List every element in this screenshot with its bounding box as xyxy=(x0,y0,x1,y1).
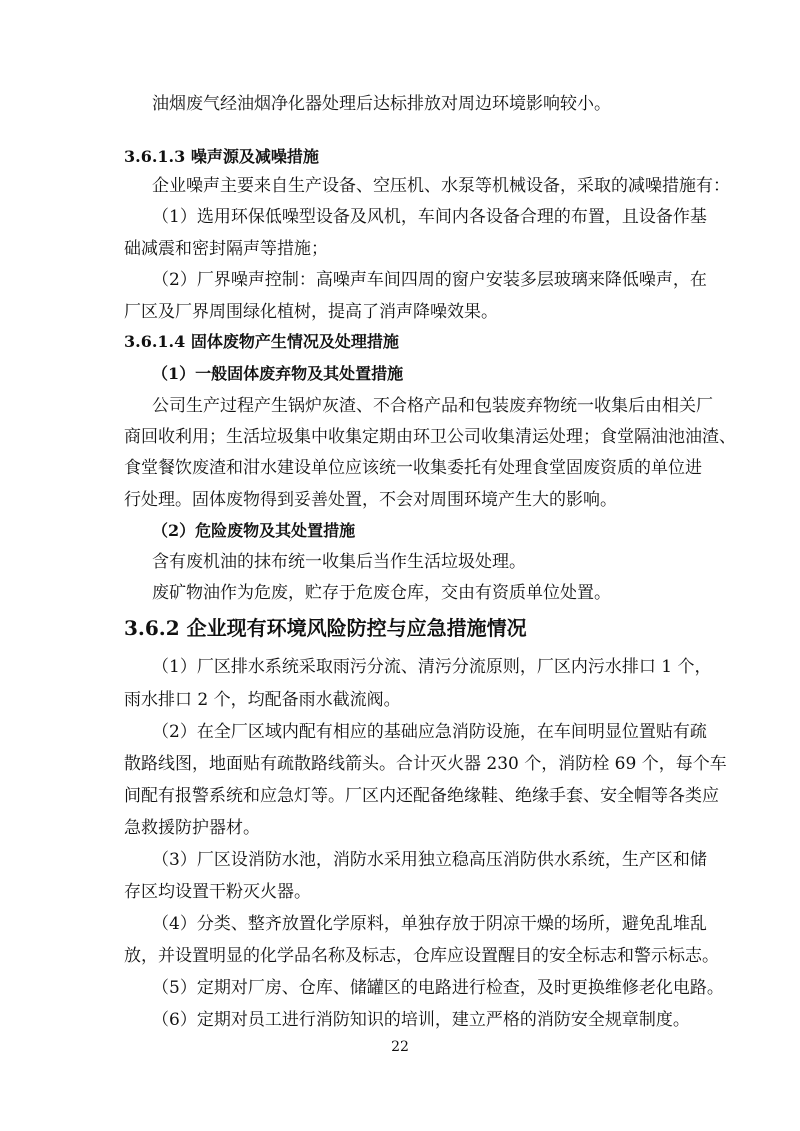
section-heading: 3.6.1.4 固体废物产生情况及处理措施 xyxy=(124,332,399,351)
paragraph-line: 油烟废气经油烟净化器处理后达标排放对周边环境影响较小。 xyxy=(152,94,611,114)
subsection-heading: （1）一般固体废弃物及其处置措施 xyxy=(152,364,404,383)
subsection-heading: （2）危险废物及其处置措施 xyxy=(152,521,356,540)
paragraph-line: 散路线图，地面贴有疏散路线箭头。合计灭火器 230 个，消防栓 69 个，每个车 xyxy=(124,754,727,774)
page-number: 22 xyxy=(391,1039,409,1055)
paragraph-line: 急救援防护器材。 xyxy=(124,818,260,838)
paragraph-line: 企业噪声主要来自生产设备、空压机、水泵等机械设备，采取的减噪措施有： xyxy=(152,176,730,196)
paragraph-line: 废矿物油作为危废，贮存于危废仓库，交由有资质单位处置。 xyxy=(152,583,611,603)
paragraph-line: （4）分类、整齐放置化学原料，单独存放于阴凉干燥的场所，避免乱堆乱 xyxy=(152,914,707,934)
paragraph-line: 商回收利用；生活垃圾集中收集定期由环卫公司收集清运处理；食堂隔油池油渣、 xyxy=(124,427,736,447)
paragraph-line: 雨水排口 2 个，均配备雨水截流阀。 xyxy=(124,690,401,710)
paragraph-line: 含有废机油的抹布统一收集后当作生活垃圾处理。 xyxy=(152,552,526,572)
paragraph-line: 行处理。固体废物得到妥善处置，不会对周围环境产生大的影响。 xyxy=(124,490,617,510)
paragraph-line: （6）定期对员工进行消防知识的培训，建立严格的消防安全规章制度。 xyxy=(152,1010,690,1030)
paragraph-line: 间配有报警系统和应急灯等。厂区内还配备绝缘鞋、绝缘手套、安全帽等各类应 xyxy=(124,786,719,806)
section-heading: 3.6.1.3 噪声源及减噪措施 xyxy=(124,147,319,166)
paragraph-line: （2）厂界噪声控制：高噪声车间四周的窗户安装多层玻璃来降低噪声，在 xyxy=(152,270,707,290)
paragraph-line: （1）厂区排水系统采取雨污分流、清污分流原则，厂区内污水排口 1 个， xyxy=(152,657,712,677)
paragraph-line: 础减震和密封隔声等措施； xyxy=(124,239,328,259)
paragraph-line: 放，并设置明显的化学品名称及标志，仓库应设置醒目的安全标志和警示标志。 xyxy=(124,946,719,966)
paragraph-line: （5）定期对厂房、仓库、储罐区的电路进行检查，及时更换维修老化电路。 xyxy=(152,978,724,998)
section-heading: 3.6.2 企业现有环境风险防控与应急措施情况 xyxy=(124,616,527,640)
paragraph-line: （2）在全厂区域内配有相应的基础应急消防设施，在车间明显位置贴有疏 xyxy=(152,722,707,742)
paragraph-line: （3）厂区设消防水池，消防水采用独立稳高压消防供水系统，生产区和储 xyxy=(152,850,707,870)
paragraph-line: （1）选用环保低噪型设备及风机，车间内各设备合理的布置，且设备作基 xyxy=(152,207,707,227)
paragraph-line: 食堂餐饮废渣和泔水建设单位应该统一收集委托有处理食堂固废资质的单位进 xyxy=(124,458,702,478)
paragraph-line: 公司生产过程产生锅炉灰渣、不合格产品和包装废弃物统一收集后由相关厂 xyxy=(152,396,713,416)
paragraph-line: 厂区及厂界周围绿化植树，提高了消声降噪效果。 xyxy=(124,302,498,322)
paragraph-line: 存区均设置干粉灭火器。 xyxy=(124,882,311,902)
